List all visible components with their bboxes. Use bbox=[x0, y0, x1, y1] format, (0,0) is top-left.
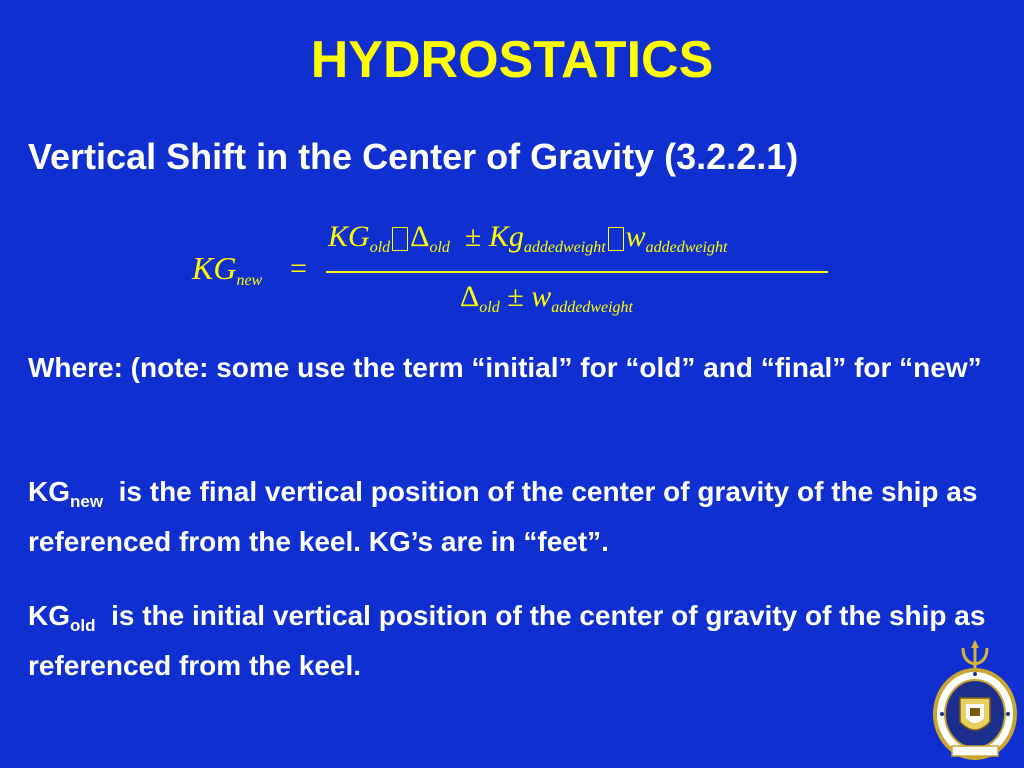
den-plus-minus: ± bbox=[507, 280, 524, 313]
num-term-1-sub: old bbox=[369, 239, 391, 256]
num-plus-minus: ± bbox=[464, 220, 482, 253]
formula-lhs bbox=[192, 250, 262, 290]
missing-glyph-icon bbox=[608, 227, 624, 251]
formula-equals: = bbox=[290, 252, 307, 285]
missing-glyph-icon bbox=[392, 227, 408, 251]
num-term-2-sub: old bbox=[429, 239, 450, 256]
slide-subtitle: Vertical Shift in the Center of Gravity (3.2.2.1) bbox=[28, 136, 799, 177]
kg-new-label: KG bbox=[28, 476, 70, 507]
fraction-bar bbox=[326, 271, 828, 273]
den-term-2-sub: addedweight bbox=[551, 299, 633, 316]
num-term-4: w bbox=[625, 220, 646, 253]
den-term-1: Δ bbox=[460, 280, 480, 313]
formula-lhs-sub: new bbox=[236, 272, 263, 289]
den-term-1-sub: old bbox=[479, 299, 500, 316]
slide-title: HYDROSTATICS bbox=[310, 31, 714, 89]
kg-new-text: is the final vertical position of the center of gravity of the ship as referenced from the keel. KG’s are in “feet”. bbox=[28, 476, 978, 557]
num-term-3-sub: addedweight bbox=[523, 239, 606, 256]
num-term-4-sub: addedweight bbox=[645, 239, 728, 256]
kg-old-label: KG bbox=[28, 600, 70, 631]
naval-academy-seal-icon bbox=[930, 638, 1020, 766]
kg-old-text: is the initial vertical position of the center of gravity of the ship as referenced from the keel. bbox=[28, 600, 986, 681]
den-term-2: w bbox=[531, 280, 552, 313]
where-note: Where: (note: some use the term “initial” for “old” and “final” for “new” bbox=[28, 352, 982, 383]
formula bbox=[180, 218, 880, 328]
kg-old-sub: old bbox=[70, 616, 96, 635]
kg-new-definition bbox=[28, 472, 998, 562]
kg-old-definition bbox=[28, 596, 998, 686]
num-term-1: KG bbox=[328, 220, 370, 253]
kg-new-sub: new bbox=[70, 492, 104, 511]
num-term-2: Δ bbox=[410, 220, 430, 253]
formula-numerator bbox=[328, 220, 727, 257]
formula-lhs-main: KG bbox=[192, 250, 237, 286]
num-term-3: Kg bbox=[488, 220, 524, 253]
formula-denominator bbox=[460, 280, 633, 317]
